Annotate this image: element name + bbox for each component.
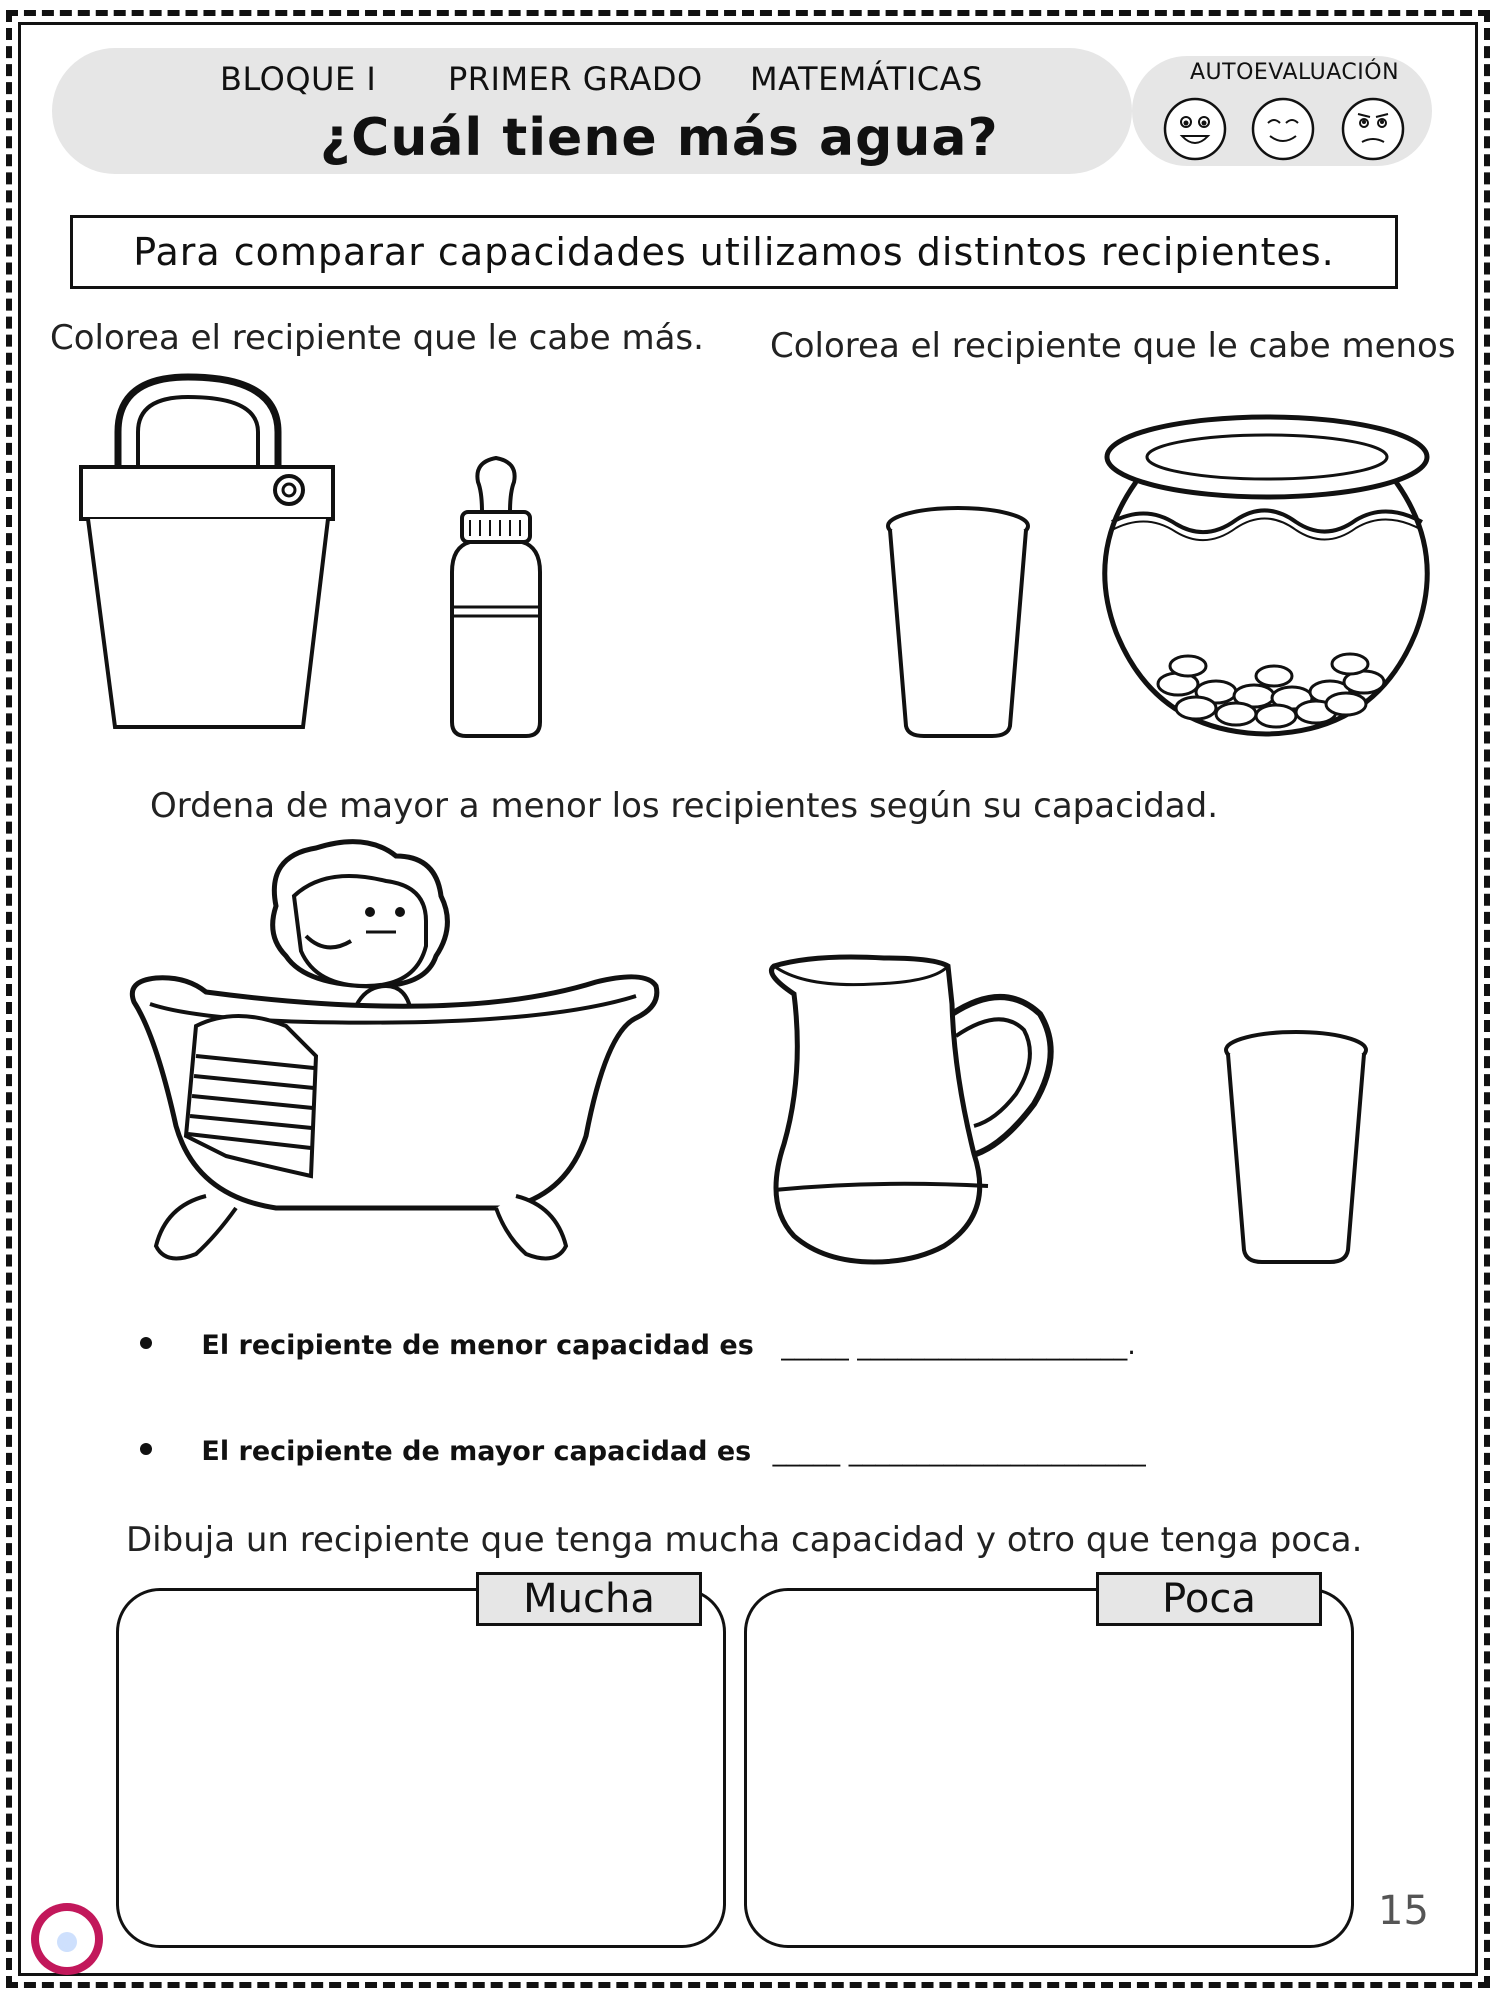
instruction-color-more: Colorea el recipiente que le cabe más. — [50, 318, 704, 358]
drawing-box-few[interactable] — [744, 1588, 1354, 1948]
instruction-draw: Dibuja un recipiente que tenga mucha capacidad y otro que tenga poca. — [126, 1520, 1363, 1560]
pitcher-icon[interactable] — [764, 954, 1064, 1266]
bathtub-icon[interactable] — [126, 836, 666, 1272]
block-label: BLOQUE I — [220, 60, 377, 98]
question-largest — [140, 1436, 1146, 1467]
rule-statement: Para comparar capacidades utilizamos distintos recipientes. — [70, 215, 1398, 289]
label-many: Mucha — [476, 1572, 702, 1626]
bucket-icon[interactable] — [78, 372, 340, 732]
question-smallest-text: El recipiente de menor capacidad es — [201, 1330, 754, 1361]
page-number: 15 — [1378, 1888, 1429, 1934]
worried-face-icon[interactable] — [1340, 96, 1406, 162]
glass-icon[interactable] — [1222, 1028, 1370, 1266]
instruction-color-less: Colorea el recipiente que le cabe menos — [770, 326, 1456, 366]
question-largest-text: El recipiente de mayor capacidad es — [201, 1436, 752, 1467]
label-few: Poca — [1096, 1572, 1322, 1626]
page-title: ¿Cuál tiene más agua? — [320, 108, 999, 168]
bullet-icon — [140, 1337, 152, 1349]
grade-label: PRIMER GRADO — [448, 60, 703, 98]
happy-face-icon[interactable] — [1162, 96, 1228, 162]
drawing-box-many[interactable] — [116, 1588, 726, 1948]
baby-bottle-icon[interactable] — [440, 452, 552, 740]
bullet-icon — [140, 1443, 152, 1455]
brand-logo — [28, 1900, 106, 1978]
glass-icon[interactable] — [884, 504, 1032, 740]
instruction-order: Ordena de mayor a menor los recipientes según su capacidad. — [150, 786, 1219, 826]
answer-largest-blank[interactable]: _____ ______________________ — [772, 1436, 1146, 1467]
fishbowl-icon[interactable] — [1096, 412, 1438, 742]
question-smallest — [140, 1330, 1136, 1361]
content-face-icon[interactable] — [1250, 96, 1316, 162]
self-assessment-label: AUTOEVALUACIÓN — [1190, 60, 1400, 85]
answer-smallest-blank[interactable]: _____ ____________________. — [781, 1330, 1136, 1361]
subject-label: MATEMÁTICAS — [750, 60, 983, 98]
